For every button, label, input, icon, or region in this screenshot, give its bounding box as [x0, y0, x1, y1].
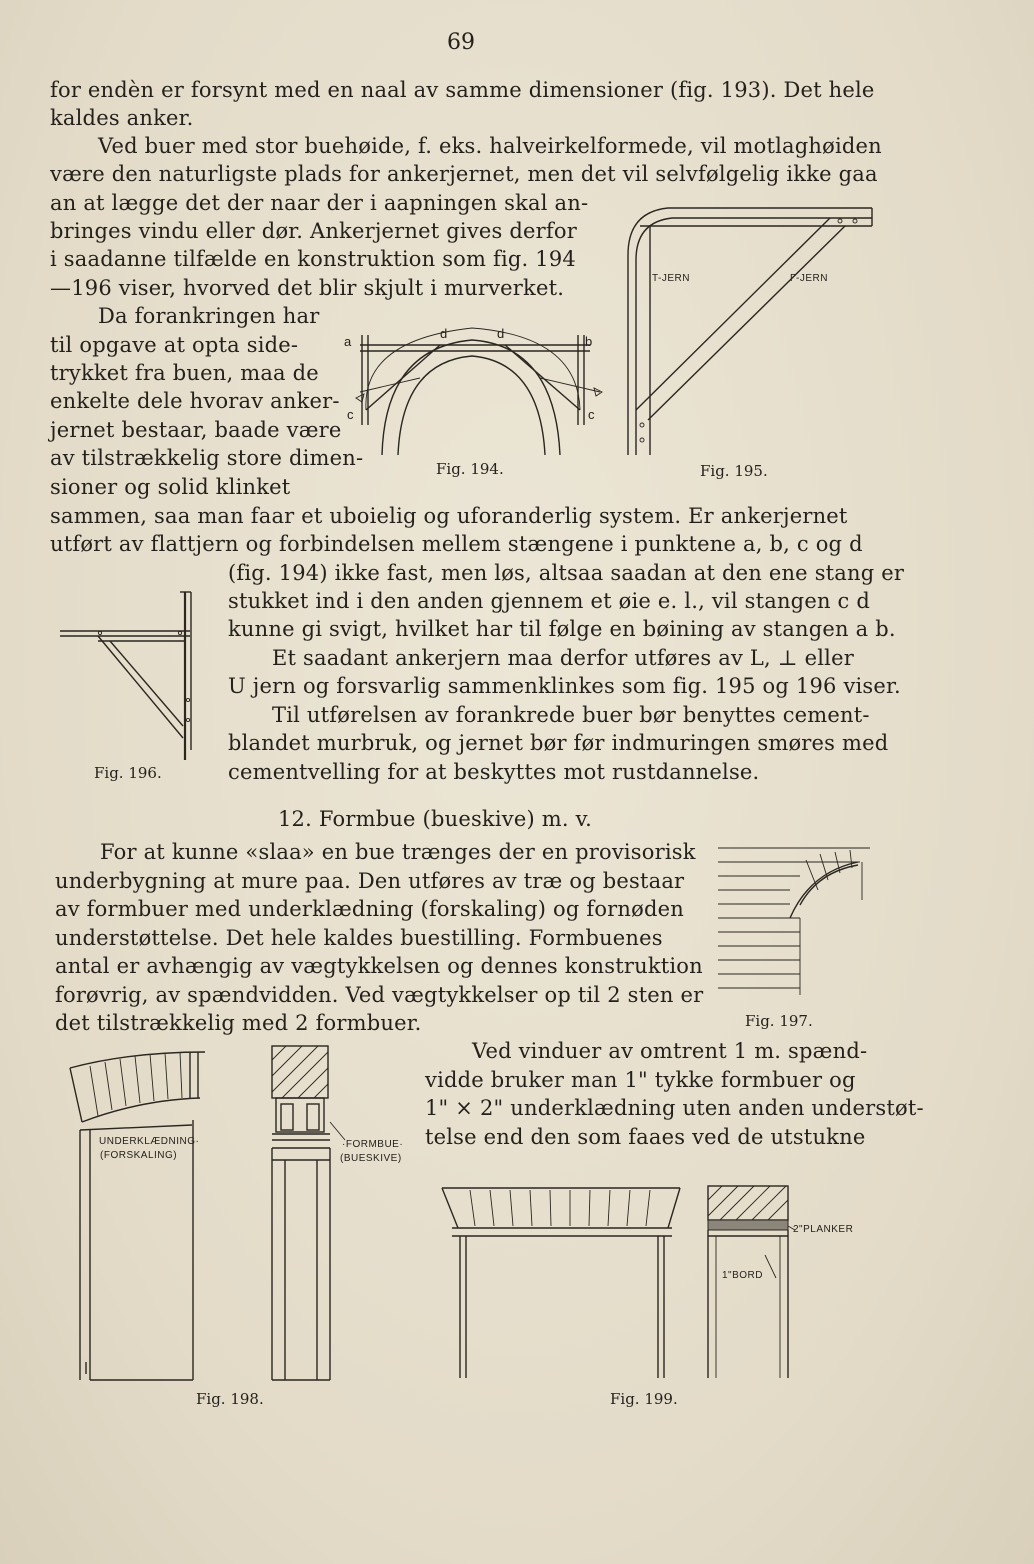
text-line: For at kunne «slaa» en bue trænges der en provisorisk	[100, 840, 696, 864]
fig195-label-gammajern: Γ-JERN	[790, 273, 828, 284]
text-line: Til utførelsen av forankrede buer bør benyttes cement-	[272, 703, 870, 727]
text-line: 1" × 2" underklædning uten anden understøt-	[425, 1096, 924, 1120]
fig195-caption: Fig. 195.	[700, 462, 768, 480]
page-number: 69	[447, 30, 475, 55]
text-line: cementvelling for at beskyttes mot rustdannelse.	[228, 760, 760, 784]
text-line: vidde bruker man 1" tykke formbuer og	[425, 1068, 856, 1092]
fig194-label-c1: c	[347, 407, 354, 422]
text-line: utført av flattjern og forbindelsen mellem stængene i punktene a, b, c og d	[50, 532, 863, 556]
text-line: av formbuer med underklædning (forskaling) og fornøden	[55, 897, 684, 921]
text-line: antal er avhængig av vægtykkelsen og dennes konstruktion	[55, 954, 703, 978]
fig196-drawing	[60, 592, 191, 760]
fig196-caption: Fig. 196.	[94, 764, 162, 782]
text-line: Da forankringen har	[98, 304, 320, 328]
fig197-drawing	[718, 848, 870, 995]
fig194-label-c2: c	[588, 407, 595, 422]
fig199-label-planker: 2"PLANKER	[793, 1224, 854, 1235]
fig198-caption: Fig. 198.	[196, 1390, 264, 1408]
text-line: enkelte dele hvorav anker-	[50, 389, 340, 413]
fig198-label-bueskive: (BUESKIVE)	[340, 1153, 402, 1164]
text-line: —196 viser, hvorved det blir skjult i murverket.	[50, 276, 565, 300]
text-line: for endèn er forsynt med en naal av samme dimensioner (fig. 193). Det hele	[50, 78, 875, 102]
section-heading: 12. Formbue (bueskive) m. v.	[278, 807, 593, 831]
text-line: trykket fra buen, maa de	[50, 361, 319, 385]
text-line: underbygning at mure paa. Den utføres av træ og bestaar	[55, 869, 685, 893]
text-line: U jern og forsvarlig sammenklinkes som fig. 195 og 196 viser.	[228, 674, 901, 698]
text-line: bringes vindu eller dør. Ankerjernet gives derfor	[50, 219, 577, 243]
fig198-label-forskaling: (FORSKALING)	[100, 1150, 178, 1161]
text-line: av tilstrækkelig store dimen-	[50, 446, 364, 470]
text-line: kunne gi svigt, hvilket har til følge en bøining av stangen a b.	[228, 617, 896, 641]
fig194-drawing	[356, 328, 602, 455]
text-line: det tilstrækkelig med 2 formbuer.	[55, 1011, 422, 1035]
fig199-label-bord: 1"BORD	[722, 1270, 764, 1281]
fig194-label-a: a	[344, 334, 352, 349]
fig195-label-tjern: T-JERN	[652, 273, 690, 284]
fig199-caption: Fig. 199.	[610, 1390, 678, 1408]
text-line: Ved vinduer av omtrent 1 m. spænd-	[472, 1039, 868, 1063]
text-line: Et saadant ankerjern maa derfor utføres av L, ⊥ eller	[272, 646, 854, 670]
text-line: telse end den som faaes ved de utstukne	[425, 1125, 866, 1149]
fig194-label-d2: d	[497, 326, 505, 341]
fig197-caption: Fig. 197.	[745, 1012, 813, 1030]
fig194-caption: Fig. 194.	[436, 460, 504, 478]
fig194-label-b: b	[585, 334, 593, 349]
fig198-label-formbue: ·FORMBUE·	[342, 1139, 404, 1150]
text-line: til opgave at opta side-	[50, 333, 299, 357]
fig195-drawing	[628, 208, 872, 455]
text-line: (fig. 194) ikke fast, men løs, altsaa saadan at den ene stang er	[228, 561, 905, 585]
text-line: stukket ind i den anden gjennem et øie e. l., vil stangen c d	[228, 589, 871, 613]
text-line: Ved buer med stor buehøide, f. eks. halveirkelformede, vil motlaghøiden	[98, 134, 882, 158]
text-line: kaldes anker.	[50, 106, 194, 130]
text-line: forøvrig, av spændvidden. Ved vægtykkelser op til 2 sten er	[55, 983, 704, 1007]
text-line: sioner og solid klinket	[50, 475, 291, 499]
fig198-drawing	[70, 1046, 345, 1380]
text-line: an at lægge det der naar der i aapningen skal an-	[50, 191, 589, 215]
text-line: i saadanne tilfælde en konstruktion som fig. 194	[50, 247, 576, 271]
text-line: jernet bestaar, baade være	[50, 418, 342, 442]
text-line: blandet murbruk, og jernet bør før indmuringen smøres med	[228, 731, 889, 755]
fig198-label-underklaedning: UNDERKLÆDNING·	[99, 1136, 200, 1147]
text-line: være den naturligste plads for ankerjernet, men det vil selvfølgelig ikke gaa	[50, 162, 878, 186]
fig194-label-d1: d	[440, 326, 448, 341]
text-line: sammen, saa man faar et uboielig og uforanderlig system. Er ankerjernet	[50, 504, 848, 528]
fig199-drawing	[442, 1186, 795, 1378]
text-line: understøttelse. Det hele kaldes buestilling. Formbuenes	[55, 926, 663, 950]
